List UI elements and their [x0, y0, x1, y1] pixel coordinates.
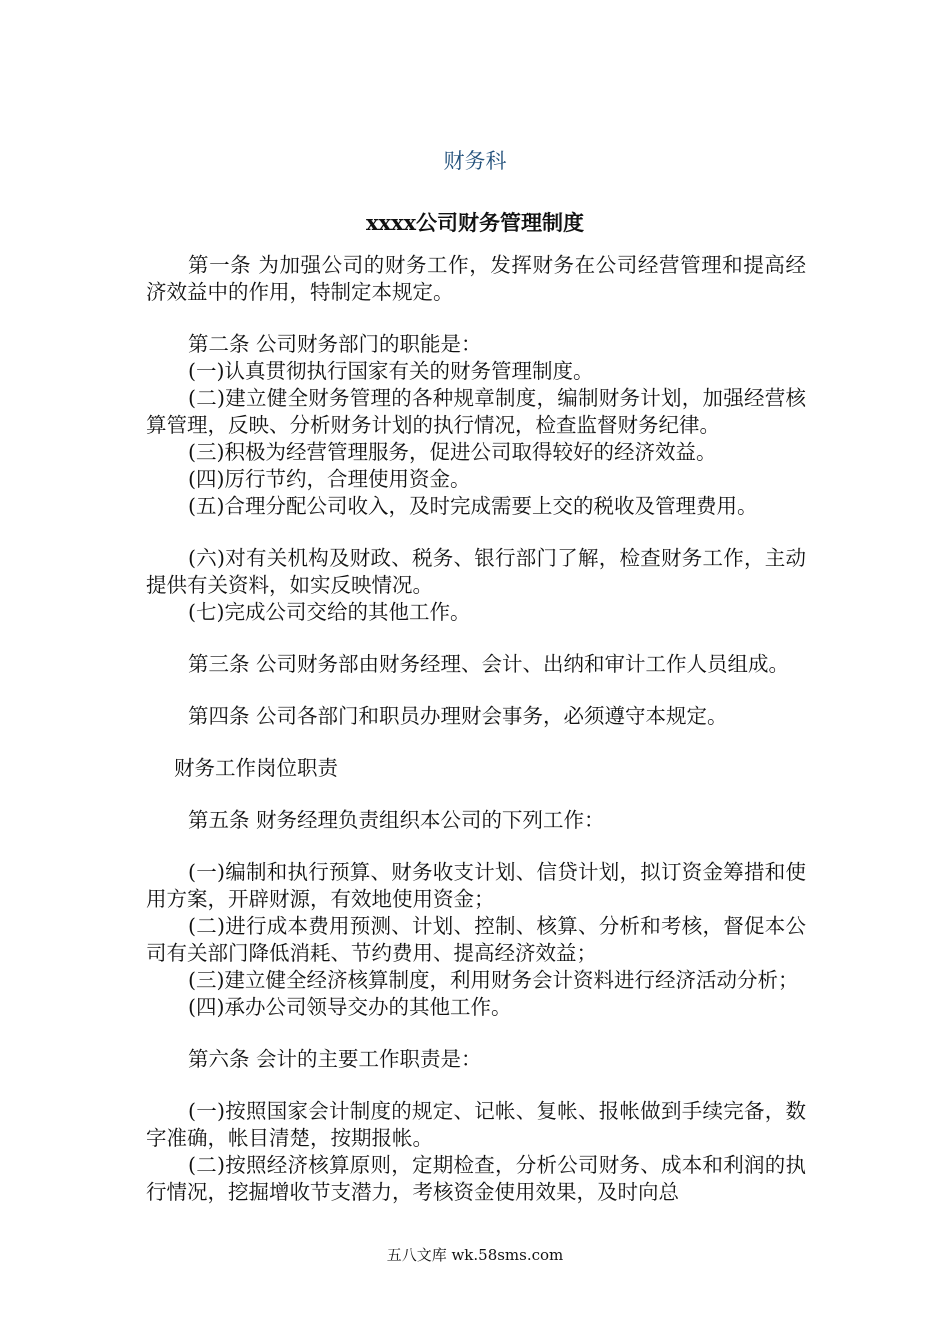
document-title: xxxx公司财务管理制度: [365, 210, 585, 235]
article-4: 第四条 公司各部门和职员办理财会事务，必须遵守本规定。: [188, 704, 728, 728]
article-2-item: (一)认真贯彻执行国家有关的财务管理制度。: [188, 359, 594, 383]
document-body: [146, 252, 806, 1206]
article-1: 第一条 为加强公司的财务工作，发挥财务在公司经营管理和提高经济效益中的作用，特制定本规定。: [146, 253, 806, 304]
article-2-item: (二)建立健全财务管理的各种规章制度，编制财务计划，加强经营核算管理，反映、分析财务计划的执行情况，检查监督财务纪律。: [146, 386, 806, 437]
article-2-item: (五)合理分配公司收入，及时完成需要上交的税收及管理费用。: [188, 494, 758, 518]
article-5-item: (三)建立健全经济核算制度，利用财务会计资料进行经济活动分析；: [188, 968, 799, 992]
section-heading: 财务工作岗位职责: [174, 756, 338, 780]
article-6-item: (一)按照国家会计制度的规定、记帐、复帐、报帐做到手续完备，数字准确，帐目清楚，按期报帐。: [146, 1099, 806, 1150]
article-2-item: (三)积极为经营管理服务，促进公司取得较好的经济效益。: [188, 440, 717, 464]
article-6-item: (二)按照经济核算原则，定期检查，分析公司财务、成本和利润的执行情况，挖掘增收节支潜力，考核资金使用效果，及时向总: [146, 1153, 806, 1204]
article-2-item: (四)厉行节约，合理使用资金。: [188, 467, 471, 491]
article-5-item: (二)进行成本费用预测、计划、控制、核算、分析和考核，督促本公司有关部门降低消耗、节约费用、提高经济效益；: [146, 914, 806, 965]
article-2-item: (六)对有关机构及财政、税务、银行部门了解，检查财务工作，主动提供有关资料，如实反映情况。: [146, 546, 806, 597]
article-5-item: (四)承办公司领导交办的其他工作。: [188, 995, 512, 1019]
article-3: 第三条 公司财务部由财务经理、会计、出纳和审计工作人员组成。: [188, 652, 790, 676]
department-header: 财务科: [443, 149, 507, 173]
article-5: 第五条 财务经理负责组织本公司的下列工作：: [188, 808, 605, 832]
footer-watermark: 五八文库 wk.58sms.com: [386, 1246, 564, 1264]
article-5-item: (一)编制和执行预算、财务收支计划、信贷计划，拟订资金筹措和使用方案，开辟财源，有效地使用资金；: [146, 860, 806, 911]
article-2-item: (七)完成公司交给的其他工作。: [188, 600, 471, 624]
article-6: 第六条 会计的主要工作职责是：: [188, 1047, 482, 1071]
article-2: 第二条 公司财务部门的职能是：: [188, 332, 482, 356]
